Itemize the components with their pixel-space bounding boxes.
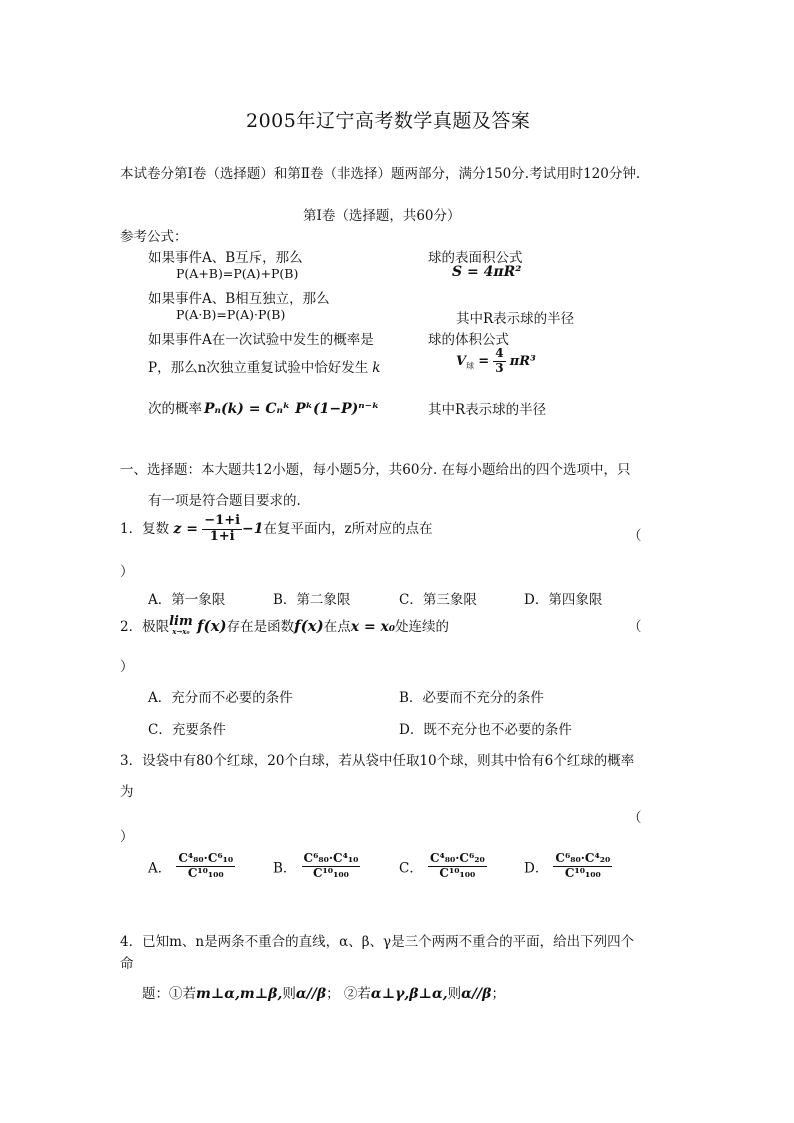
q1-answer-paren-open: （: [628, 528, 642, 544]
formula-independent-text: 如果事件A、B相互独立，那么: [148, 291, 330, 307]
section1-instructions-1: 一、选择题：本大题共12小题，每小题5分，共60分. 在每小题给出的四个选项中，只: [120, 462, 631, 478]
q2-answer-paren-close: ）: [120, 659, 134, 675]
formula-mutex: P(A+B)=P(A)+P(B): [176, 266, 299, 281]
formula-binomial-text-2: P，那么n次独立重复试验中恰好发生 k: [148, 360, 381, 376]
question-3-line-1: 3．设袋中有80个红球，20个白球，若从袋中任取10个球，则其中恰有6个红球的概率: [120, 753, 635, 769]
formula-independent: P(A·B)=P(A)·P(B): [176, 307, 286, 322]
q2-option-a: A．充分而不必要的条件: [148, 690, 293, 706]
part1-heading: 第Ⅰ卷（选择题，共60分）: [303, 208, 461, 224]
question-3-line-2: 为: [120, 784, 134, 800]
question-4-line-1: 4．已知m、n是两条不重合的直线，α、β、γ是三个两两不重合的平面，给出下列四个: [120, 934, 635, 950]
q2-answer-paren-open: （: [628, 619, 642, 635]
q3-answer-paren-open: （: [628, 810, 642, 826]
formula-mutex-text: 如果事件A、B互斥，那么: [148, 250, 303, 266]
reference-label: 参考公式：: [120, 229, 188, 245]
q3-option-d: D． $\frac{\text{C⁶₈₀·C⁴₂₀}}{\text{C¹⁰₁₀₀}}$: [524, 851, 611, 880]
question-4-line-3: 题：①若m⊥α,m⊥β,则α//β； ②若α⊥γ,β⊥α,则α//β；: [142, 986, 505, 1002]
sphere-radius-note-2: 其中R表示球的半径: [428, 402, 547, 418]
q2-option-d: D．既不充分也不必要的条件: [399, 722, 572, 738]
sphere-volume-label: 球的体积公式: [428, 332, 509, 348]
question-4-line-2: 命: [120, 956, 134, 972]
sphere-area-formula: S = 4πR²: [452, 264, 522, 280]
q2-option-b: B．必要而不充分的条件: [399, 690, 544, 706]
question-2: 2．极限 lim x→x₀ f(x)存在是函数f(x)在点x = x₀处连续的: [120, 614, 450, 636]
intro-text: 本试卷分第Ⅰ卷（选择题）和第Ⅱ卷（非选择）题两部分，满分150分.考试用时120分钟.: [120, 166, 641, 182]
q1-answer-paren-close: ）: [120, 564, 134, 580]
q1-option-a: A．第一象限: [148, 592, 226, 608]
sphere-area-label: 球的表面积公式: [428, 250, 523, 266]
page-title: 2005年辽宁高考数学真题及答案: [246, 110, 531, 132]
sphere-radius-note-1: 其中R表示球的半径: [456, 311, 575, 327]
q1-option-b: B．第二象限: [273, 592, 351, 608]
q1-option-d: D．第四象限: [524, 592, 603, 608]
q3-option-c: C． $\frac{\text{C⁴₈₀·C⁶₂₀}}{\text{C¹⁰₁₀₀}}$: [399, 851, 485, 880]
section1-instructions-2: 有一项是符合题目要求的.: [148, 493, 301, 509]
q2-option-c: C．充要条件: [148, 722, 226, 738]
formula-binomial-text-3: 次的概率 Pₙ(k) = Cₙᵏ Pᵏ(1−P)ⁿ⁻ᵏ: [148, 401, 380, 417]
q3-answer-paren-close: ）: [120, 829, 134, 845]
formula-binomial-text-1: 如果事件A在一次试验中发生的概率是: [148, 332, 374, 348]
question-1: 1．复数 z = $\frac{-1+i}{1+i}$ −1在复平面内，z所对应的点在: [120, 513, 433, 544]
q1-option-c: C．第三象限: [399, 592, 477, 608]
q3-option-a: A． $\frac{\text{C⁴₈₀·C⁶₁₀}}{\text{C¹⁰₁₀₀}}$: [148, 851, 234, 880]
q3-option-b: B． $\frac{\text{C⁶₈₀·C⁴₁₀}}{\text{C¹⁰₁₀₀}}$: [273, 851, 359, 880]
sphere-volume-formula: $V_球$ = $\frac{4}{3}$ πR³: [456, 346, 536, 375]
binomial-formula: Pₙ(k) = Cₙᵏ Pᵏ(1−P)ⁿ⁻ᵏ: [204, 401, 380, 417]
